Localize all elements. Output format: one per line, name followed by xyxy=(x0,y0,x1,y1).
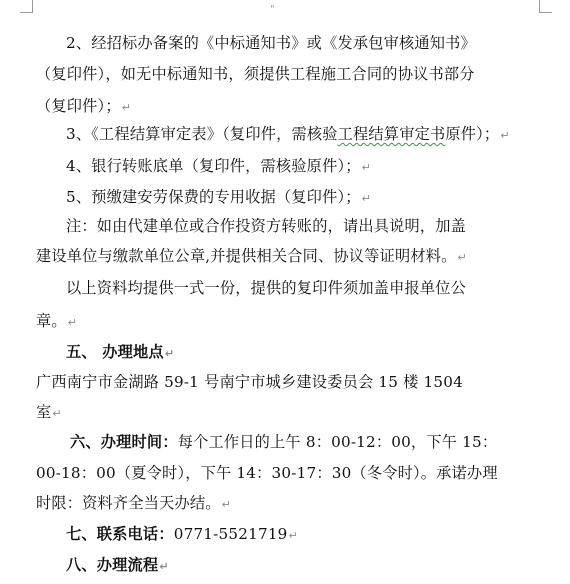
doc-line-14 xyxy=(70,432,497,452)
paragraph-mark-icon: ↵ xyxy=(52,407,62,420)
doc-line-16 xyxy=(36,493,231,515)
paragraph-mark-icon: ↵ xyxy=(121,101,132,114)
line-text: 注：如由代建单位或合作投资方转账的，请出具说明，加盖 xyxy=(66,217,467,235)
paragraph-mark-icon: ↵ xyxy=(67,316,78,329)
top-tick-mark: " xyxy=(270,4,275,15)
section-heading-phone: 七、联系电话： xyxy=(66,525,174,543)
paragraph-mark-icon: ↵ xyxy=(361,161,372,174)
grammar-flagged-text: 工程结算审定书 xyxy=(337,125,446,143)
line-text: 建设单位与缴款单位公章,并提供相关合同、协议等证明材料。 xyxy=(36,247,457,265)
line-text: 章。 xyxy=(36,312,67,330)
paragraph-mark-icon: ↵ xyxy=(288,529,298,542)
doc-line-13 xyxy=(36,402,62,424)
line-text: 室 xyxy=(36,403,52,421)
line-text: 八、办理流程 xyxy=(66,556,159,574)
doc-line-7 xyxy=(66,216,466,236)
line-text: （复印件）； xyxy=(36,97,121,115)
margin-corner-top-right xyxy=(539,0,552,13)
doc-line-4 xyxy=(66,124,510,146)
doc-line-10 xyxy=(36,311,77,333)
line-text: 以上资料均提供一式一份，提供的复印件须加盖申报单位公 xyxy=(66,279,467,297)
line-text: 每个工作日的上午 8：00-12：00，下午 15： xyxy=(177,433,498,451)
doc-line-2 xyxy=(36,64,475,84)
line-text: 时限：资料齐全当天办结。 xyxy=(36,494,221,512)
paragraph-mark-icon: ↵ xyxy=(221,498,232,511)
line-text: （复印件），如无中标通知书，须提供工程施工合同的协议书部分 xyxy=(36,65,475,83)
line-text: 0771-5521719 xyxy=(173,525,288,543)
line-text: 00-18：00（夏令时），下午 14：30-17：30（冬令时）。承诺办理 xyxy=(36,464,498,482)
section-heading-process xyxy=(66,555,169,577)
doc-line-17 xyxy=(66,524,298,546)
doc-line-8 xyxy=(36,246,467,268)
line-text: 原件）； xyxy=(445,125,500,143)
line-text: 五、 办理地点 xyxy=(66,343,164,361)
paragraph-mark-icon: ↵ xyxy=(457,251,467,264)
paragraph-mark-icon: ↵ xyxy=(361,192,372,205)
doc-line-12 xyxy=(36,372,463,392)
doc-line-9 xyxy=(66,278,466,298)
paragraph-mark-icon: ↵ xyxy=(500,129,510,142)
line-text: 2、经招标办备案的《中标通知书》或《发承包审核通知书》 xyxy=(66,34,476,52)
doc-line-3 xyxy=(36,96,131,118)
doc-line-15 xyxy=(36,463,498,483)
margin-corner-top-left xyxy=(20,0,33,13)
line-text: 5、预缴建安劳保费的专用收据（复印件）； xyxy=(66,188,361,206)
section-heading-location xyxy=(66,342,174,364)
line-text: 广西南宁市金湖路 59-1 号南宁市城乡建设委员会 15 楼 1504 xyxy=(36,373,463,391)
line-text: 4、银行转账底单（复印件，需核验原件）； xyxy=(66,157,361,175)
section-heading-hours: 六、办理时间： xyxy=(70,433,178,451)
paragraph-mark-icon: ↵ xyxy=(159,560,169,573)
paragraph-mark-icon: ↵ xyxy=(164,347,175,360)
doc-line-5 xyxy=(66,156,371,178)
line-text: 3、《工程结算审定表》（复印件，需核验 xyxy=(66,125,338,143)
doc-line-6 xyxy=(66,187,371,209)
doc-line-1 xyxy=(66,33,476,53)
